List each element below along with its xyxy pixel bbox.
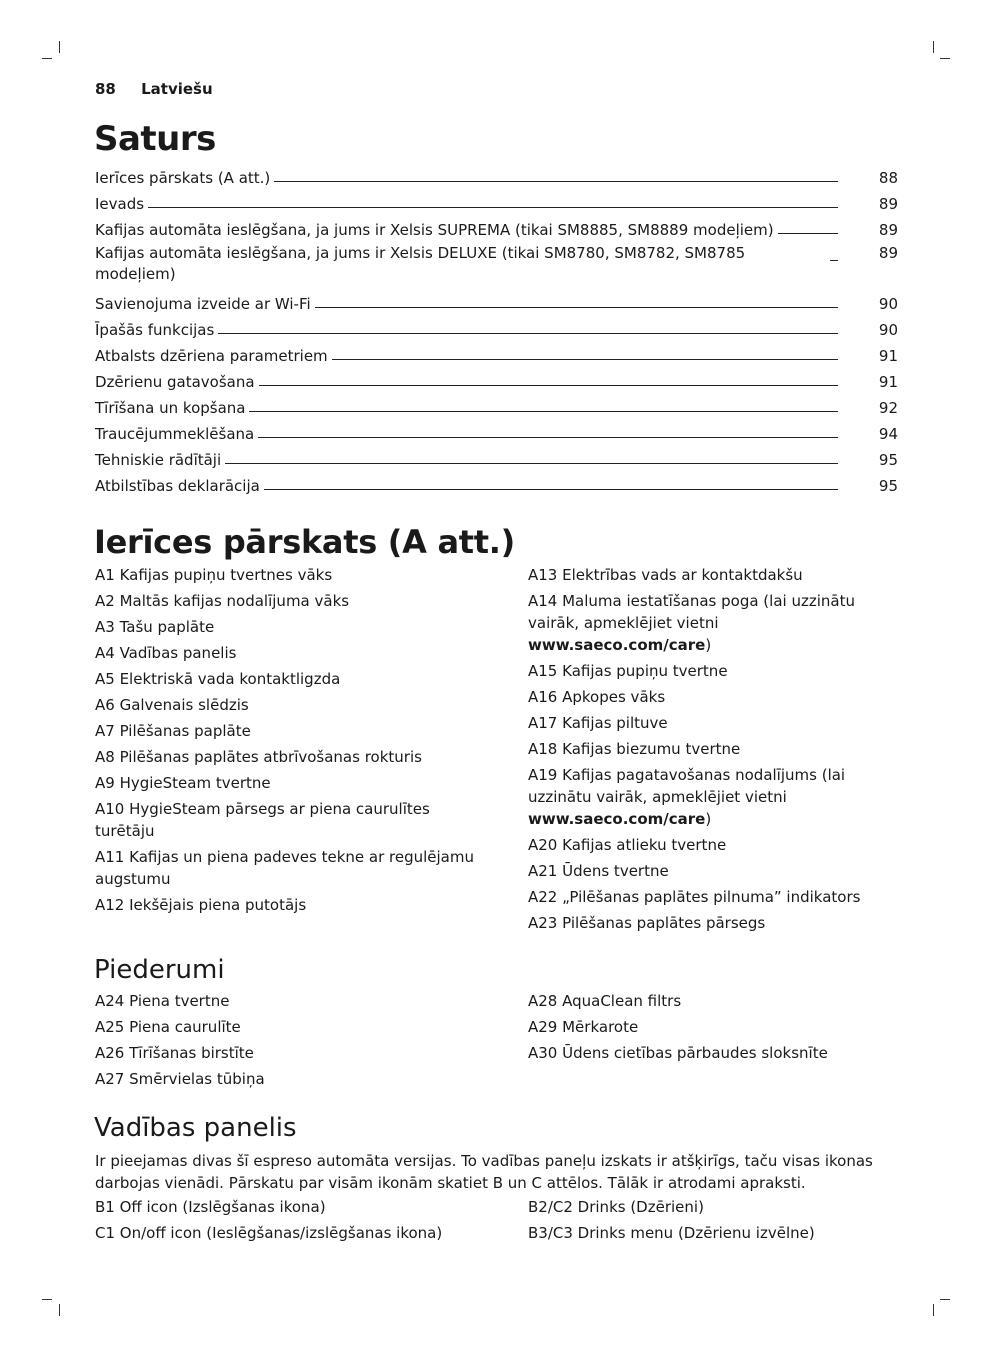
toc-entry-title: Dzērienu gatavošana bbox=[95, 373, 255, 391]
toc-entry-title: Kafijas automāta ieslēgšana, ja jums ir Xelsis SUPREMA (tikai SM8885, SM8889 modeļiem) bbox=[95, 221, 774, 239]
list-item: A12 Iekšējais piena putotājs bbox=[95, 896, 307, 914]
toc-entry-page: 90 bbox=[878, 321, 898, 339]
list-item: A8 Pilēšanas paplātes atbrīvošanas rokturis bbox=[95, 748, 422, 766]
toc-entry-page: 94 bbox=[878, 425, 898, 443]
table-of-contents bbox=[95, 163, 898, 497]
toc-entry[interactable] bbox=[95, 241, 898, 289]
toc-entry-page: 95 bbox=[878, 477, 898, 495]
crop-mark bbox=[940, 58, 950, 59]
overview-left-list bbox=[95, 564, 475, 920]
list-item: B1 Off icon (Izslēgšanas ikona) bbox=[95, 1198, 326, 1216]
list-item: A14 Maluma iestatīšanas poga (lai uzzinātu vairāk, apmeklējiet vietni www.saeco.com/care) bbox=[528, 592, 855, 654]
toc-entry[interactable] bbox=[95, 215, 898, 241]
list-item: A23 Pilēšanas paplātes pārsegs bbox=[528, 914, 766, 932]
list-item: A3 Tašu paplāte bbox=[95, 618, 215, 636]
list-item: A21 Ūdens tvertne bbox=[528, 862, 669, 880]
list-item: A1 Kafijas pupiņu tvertnes vāks bbox=[95, 566, 333, 584]
list-item: A17 Kafijas piltuve bbox=[528, 714, 668, 732]
toc-entry[interactable] bbox=[95, 189, 898, 215]
toc-entry[interactable] bbox=[95, 471, 898, 497]
list-item: A27 Smērvielas tūbiņa bbox=[95, 1070, 265, 1088]
crop-mark bbox=[42, 58, 52, 59]
toc-leader bbox=[778, 233, 838, 234]
list-item: A7 Pilēšanas paplāte bbox=[95, 722, 251, 740]
accessories-right-list bbox=[528, 990, 898, 1068]
saeco-care-link[interactable]: www.saeco.com/care bbox=[528, 810, 706, 828]
toc-entry[interactable] bbox=[95, 163, 898, 189]
list-item: A30 Ūdens cietības pārbaudes sloksnīte bbox=[528, 1044, 828, 1062]
list-item: A11 Kafijas un piena padeves tekne ar regulējamu augstumu bbox=[95, 848, 474, 888]
crop-mark bbox=[933, 1304, 934, 1316]
toc-entry-title: Savienojuma izveide ar Wi-Fi bbox=[95, 295, 311, 313]
toc-entry-title: Tehniskie rādītāji bbox=[95, 451, 222, 469]
toc-entry-page: 89 bbox=[878, 221, 898, 239]
toc-entry-page: 90 bbox=[878, 295, 898, 313]
list-item: A20 Kafijas atlieku tvertne bbox=[528, 836, 727, 854]
list-item: A24 Piena tvertne bbox=[95, 992, 230, 1010]
toc-entry-title: Īpašās funkcijas bbox=[95, 321, 215, 339]
toc-leader bbox=[225, 463, 838, 464]
toc-entry-page: 95 bbox=[878, 451, 898, 469]
list-item: A5 Elektriskā vada kontaktligzda bbox=[95, 670, 341, 688]
toc-leader bbox=[332, 359, 838, 360]
language-label: Latviešu bbox=[141, 80, 213, 98]
toc-entry-page: 89 bbox=[878, 195, 898, 213]
list-item: A16 Apkopes vāks bbox=[528, 688, 666, 706]
toc-entry-title: Tīrīšana un kopšana bbox=[95, 399, 246, 417]
list-item: A25 Piena caurulīte bbox=[95, 1018, 241, 1036]
list-item: A28 AquaClean filtrs bbox=[528, 992, 682, 1010]
list-item: A4 Vadības panelis bbox=[95, 644, 237, 662]
toc-entry-title: Ievads bbox=[95, 195, 145, 213]
list-item: A22 „Pilēšanas paplātes pilnuma” indikators bbox=[528, 888, 861, 906]
list-item: A9 HygieSteam tvertne bbox=[95, 774, 271, 792]
list-item: A10 HygieSteam pārsegs ar piena caurulītes turētāju bbox=[95, 800, 430, 840]
toc-entry-title: Ierīces pārskats (A att.) bbox=[95, 169, 271, 187]
list-item: A19 Kafijas pagatavošanas nodalījums (lai uzzinātu vairāk, apmeklējiet vietni www.saeco.com/care) bbox=[528, 766, 846, 828]
overview-title: Ierīces pārskats (A att.) bbox=[94, 523, 515, 561]
list-item: A18 Kafijas biezumu tvertne bbox=[528, 740, 741, 758]
toc-entry-title: Atbilstības deklarācija bbox=[95, 477, 260, 495]
crop-mark bbox=[940, 1299, 950, 1300]
toc-leader bbox=[830, 260, 838, 261]
control-panel-right-list bbox=[528, 1196, 898, 1248]
page-number: 88 bbox=[95, 80, 116, 98]
control-panel-paragraph: Ir pieejamas divas šī espreso automāta versijas. To vadības paneļu izskats ir atšķirīgs, taču visas ikonas darbojas vienādi. Pārskatu par visām ikonām skatiet B un C attēlos. Tālāk ir atrodami apraksti. bbox=[95, 1152, 873, 1192]
toc-entry-page: 91 bbox=[878, 373, 898, 391]
list-item: A6 Galvenais slēdzis bbox=[95, 696, 249, 714]
accessories-left-list bbox=[95, 990, 475, 1094]
toc-entry-title: Kafijas automāta ieslēgšana, ja jums ir Xelsis DELUXE (tikai SM8780, SM8782, SM8785 modeļiem) bbox=[95, 244, 746, 283]
toc-entry-title: Traucējummeklēšana bbox=[95, 425, 255, 443]
page-header bbox=[95, 80, 213, 98]
toc-entry-page: 89 bbox=[878, 244, 898, 262]
toc-leader bbox=[264, 489, 838, 490]
control-panel-title: Vadības panelis bbox=[94, 1113, 297, 1143]
toc-entry[interactable] bbox=[95, 419, 898, 445]
list-item: A2 Maltās kafijas nodalījuma vāks bbox=[95, 592, 350, 610]
list-item: B3/C3 Drinks menu (Dzērienu izvēlne) bbox=[528, 1224, 815, 1242]
toc-entry[interactable] bbox=[95, 315, 898, 341]
toc-entry[interactable] bbox=[95, 445, 898, 471]
list-item: A15 Kafijas pupiņu tvertne bbox=[528, 662, 728, 680]
crop-mark bbox=[59, 1304, 60, 1316]
list-item: C1 On/off icon (Ieslēgšanas/izslēgšanas ikona) bbox=[95, 1224, 443, 1242]
toc-entry[interactable] bbox=[95, 289, 898, 315]
toc-entry-page: 91 bbox=[878, 347, 898, 365]
toc-title: Saturs bbox=[94, 119, 216, 159]
list-item: B2/C2 Drinks (Dzērieni) bbox=[528, 1198, 704, 1216]
toc-entry-page: 88 bbox=[878, 169, 898, 187]
saeco-care-link[interactable]: www.saeco.com/care bbox=[528, 636, 706, 654]
toc-leader bbox=[249, 411, 838, 412]
toc-leader bbox=[148, 207, 838, 208]
overview-right-list bbox=[528, 564, 898, 938]
toc-leader bbox=[259, 385, 838, 386]
crop-mark bbox=[59, 41, 60, 53]
toc-entry[interactable] bbox=[95, 341, 898, 367]
list-item: A13 Elektrības vads ar kontaktdakšu bbox=[528, 566, 803, 584]
accessories-title: Piederumi bbox=[94, 955, 225, 985]
toc-leader bbox=[315, 307, 838, 308]
list-item: A26 Tīrīšanas birstīte bbox=[95, 1044, 254, 1062]
toc-entry[interactable] bbox=[95, 393, 898, 419]
toc-entry-title: Atbalsts dzēriena parametriem bbox=[95, 347, 328, 365]
crop-mark bbox=[933, 41, 934, 53]
toc-leader bbox=[258, 437, 838, 438]
toc-entry-page: 92 bbox=[878, 399, 898, 417]
toc-leader bbox=[218, 333, 838, 334]
control-panel-left-list bbox=[95, 1196, 515, 1248]
toc-entry[interactable] bbox=[95, 367, 898, 393]
crop-mark bbox=[42, 1299, 52, 1300]
toc-leader bbox=[274, 181, 838, 182]
list-item: A29 Mērkarote bbox=[528, 1018, 639, 1036]
